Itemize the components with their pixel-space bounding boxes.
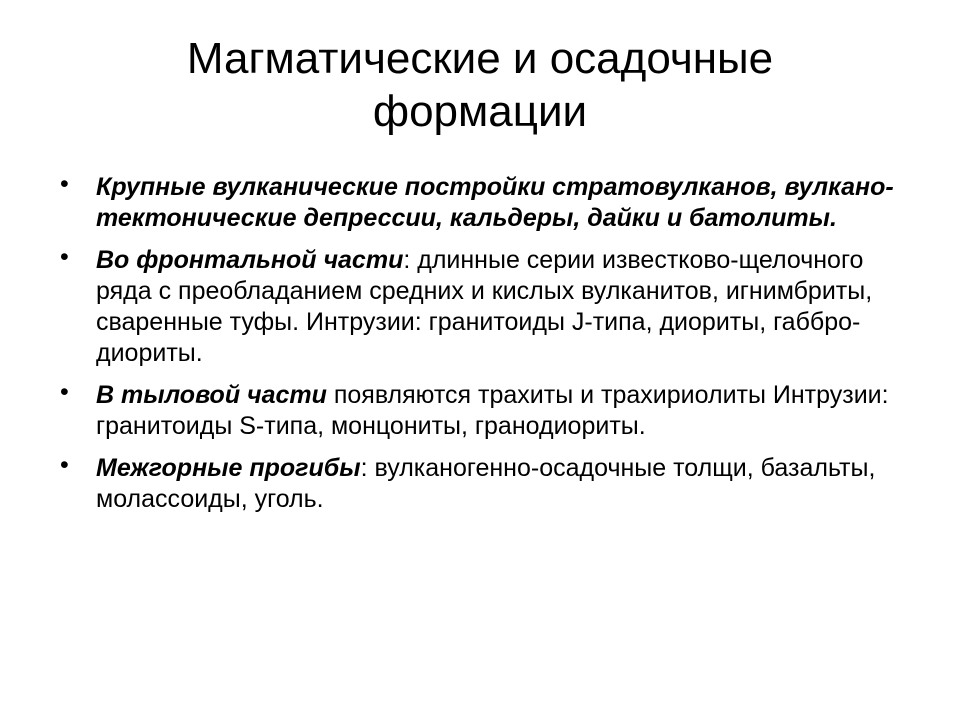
bullet-emphasis: Крупные вулканические постройки стратовулканов, вулкано-тектонические депрессии, кальдеры, дайки и батолиты.	[96, 173, 894, 232]
bullet-item-rear-part	[56, 380, 916, 442]
title-line-2: формации	[372, 87, 588, 136]
bullet-item-frontal-part	[56, 245, 916, 369]
bullet-emphasis: В тыловой части	[96, 381, 327, 409]
bullet-text: : вулканогенно-осадочные толщи, базальты, молассоиды, уголь.	[96, 454, 876, 513]
bullet-item-volcanic-structures	[56, 172, 916, 234]
bullet-icon: •	[60, 243, 69, 271]
bullet-item-intermontane-troughs	[56, 453, 916, 515]
slide-title	[96, 32, 864, 138]
bullet-text: : длинные серии известково-щелочного ряда с преобладанием средних и кислых вулканитов, игнимбриты, сваренные туфы. Интрузии: гранитоиды J-типа, диориты, габбро-диориты.	[96, 246, 873, 367]
bullet-icon: •	[60, 451, 69, 479]
bullet-icon: •	[60, 378, 69, 406]
bullet-list	[56, 172, 916, 526]
bullet-icon: •	[60, 170, 69, 198]
bullet-emphasis: Межгорные прогибы	[96, 454, 361, 482]
bullet-text: появляются трахиты и трахириолиты Интрузии: гранитоиды S-типа, монцониты, гранодиориты.	[96, 381, 889, 440]
title-line-1: Магматические и осадочные	[186, 34, 774, 83]
bullet-emphasis: Во фронтальной части	[96, 246, 404, 274]
